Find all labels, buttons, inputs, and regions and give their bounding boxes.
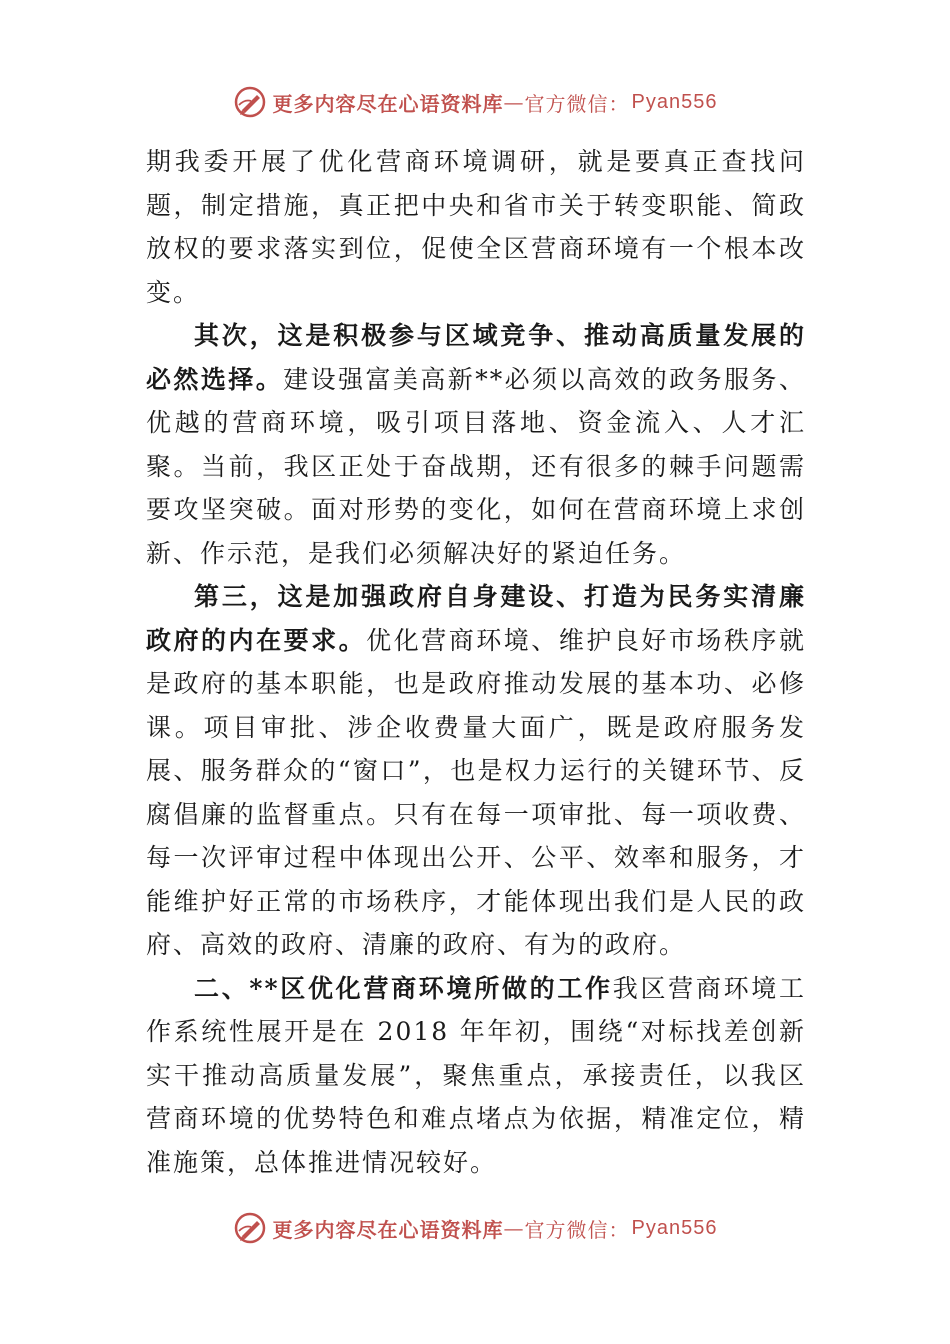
paragraph-lead-heading: 其次，这是积极参与区域竞争、推动高质量发展的必然选择。 xyxy=(146,321,806,394)
pen-logo-icon xyxy=(233,85,267,119)
banner-brand-text: 更多内容尽在心语资料库 xyxy=(272,91,504,116)
section-heading: 二、**区优化营商环境所做的工作 xyxy=(194,973,613,1003)
paragraph-text: 建设强富美高新**必须以高效的政务服务、优越的营商环境，吸引项目落地、资金流入、人才汇聚。当前，我区正处于奋战期，还有很多的棘手问题需要攻坚突破。面对形势的变化，如何在营商环境上求创新、作示范，是我们必须解决好的紧迫任务。 xyxy=(146,364,806,568)
banner-wechat-label: 官方微信： xyxy=(524,91,630,116)
banner-wechat-id: Pyan556 xyxy=(631,90,718,113)
paragraph-third-reason xyxy=(146,575,806,967)
banner-separator: — xyxy=(503,90,525,114)
paragraph-second-reason xyxy=(146,314,806,575)
banner-brand-text: 更多内容尽在心语资料库 xyxy=(272,1217,504,1242)
paragraph-text: 期我委开展了优化营商环境调研，就是要真正查找问题，制定措施，真正把中央和省市关于转变职能、简政放权的要求落实到位，促使全区营商环境有一个根本改变。 xyxy=(146,147,806,307)
paragraph-text: 优化营商环境、维护良好市场秩序就是政府的基本职能，也是政府推动发展的基本功、必修课。项目审批、涉企收费量大面广，既是政府服务发展、服务群众的“窗口”，也是权力运行的关键环节、反腐倡廉的监督重点。只有在每一项审批、每一项收费、每一次评审过程中体现出公开、公平、效率和服务，才能维护好正常的市场秩序，才能体现出我们是人民的政府、高效的政府、清廉的政府、有为的政府。 xyxy=(146,625,806,959)
document-body xyxy=(146,140,806,1184)
banner-wechat-id: Pyan556 xyxy=(631,1216,718,1239)
paragraph-section-two xyxy=(146,967,806,1185)
paragraph-continuation xyxy=(146,140,806,314)
paragraph-text: 我区营商环境工作系统性展开是在 2018 年年初，围绕“对标找差创新实干推动高质量发展”，聚焦重点，承接责任，以我区营商环境的优势特色和难点堵点为依据，精准定位，精准施策，总体推进情况较好。 xyxy=(146,973,806,1177)
header-banner xyxy=(0,82,950,122)
banner-separator: — xyxy=(503,1216,525,1240)
banner-wechat-label: 官方微信： xyxy=(524,1217,630,1242)
pen-logo-icon xyxy=(233,1211,267,1245)
paragraph-lead-heading: 第三，这是加强政府自身建设、打造为民务实清廉政府的内在要求。 xyxy=(146,582,806,655)
footer-banner xyxy=(0,1208,950,1248)
